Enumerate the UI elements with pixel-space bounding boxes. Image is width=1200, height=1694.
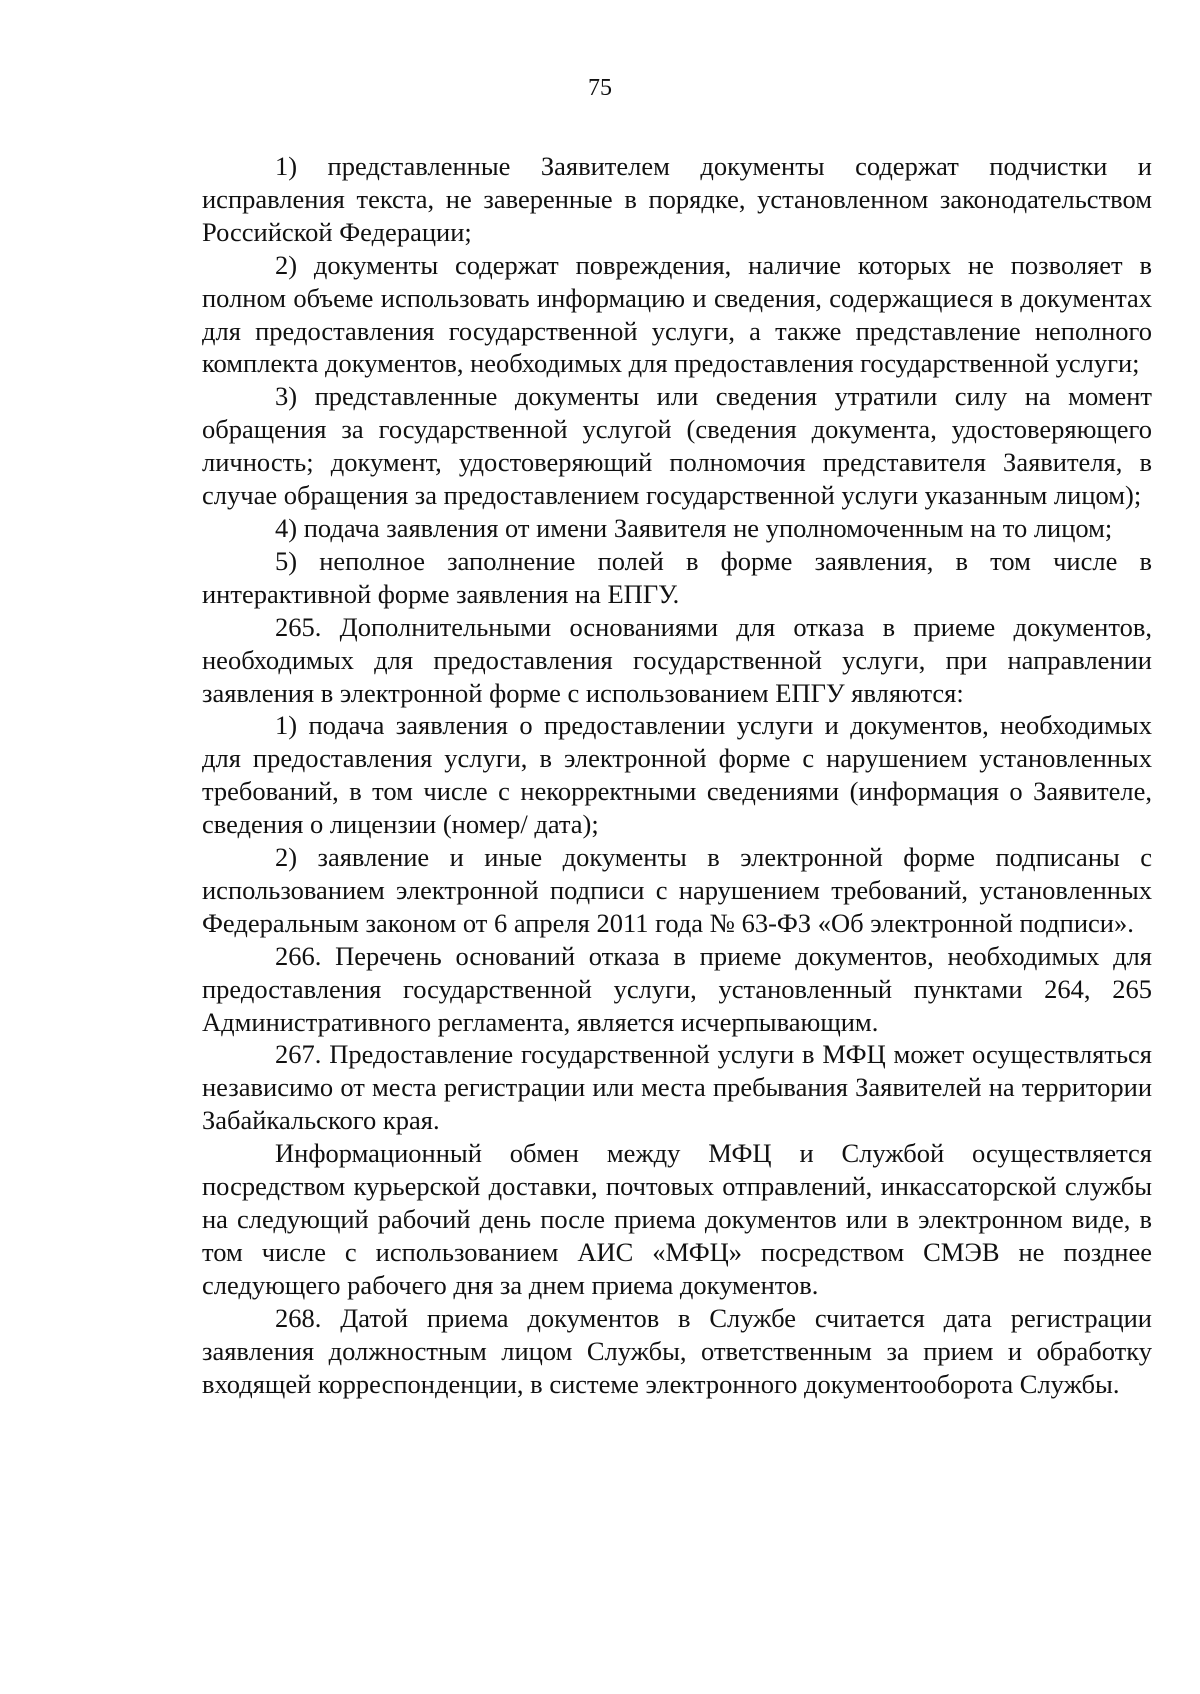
paragraph-information-exchange: Информационный обмен между МФЦ и Службой осуществляется посредством курьерской доставки, почтовых отправлений, инкассаторской службы на следующий рабочий день после приема документов или в электронном виде, в том числе с использованием АИС «МФЦ» посредством СМЭВ не позднее следующего рабочего дня за днем приема документов.	[202, 1138, 1152, 1300]
paragraph-clause-265-item-2: 2) заявление и иные документы в электронной форме подписаны с использованием электронной подписи с нарушением требований, установленных Федеральным законом от 6 апреля 2011 года № 63-ФЗ «Об электронной подписи».	[202, 842, 1152, 938]
page-number: 75	[588, 75, 612, 101]
paragraph-clause-267: 267. Предоставление государственной услуги в МФЦ может осуществляться независимо от места регистрации или места пребывания Заявителей на территории Забайкальского края.	[202, 1039, 1152, 1136]
paragraph-clause-268: 268. Датой приема документов в Службе считается дата регистрации заявления должностным лицом Службы, ответственным за прием и обработку входящей корреспонденции, в системе электронного документооборота Службы.	[202, 1302, 1152, 1399]
paragraph-clause-265: 265. Дополнительными основаниями для отказа в приеме документов, необходимых для предоставления государственной услуги, при направлении заявления в электронной форме с использованием ЕПГУ являются:	[202, 611, 1152, 708]
paragraph-item-5: 5) неполное заполнение полей в форме заявления, в том числе в интерактивной форме заявления на ЕПГУ.	[202, 545, 1152, 609]
paragraph-clause-266: 266. Перечень оснований отказа в приеме документов, необходимых для предоставления государственной услуги, установленный пунктами 264, 265 Административного регламента, является исчерпывающим.	[202, 940, 1152, 1037]
paragraph-clause-265-item-1: 1) подача заявления о предоставлении услуги и документов, необходимых для предоставления услуги, в электронной форме с нарушением установленных требований, в том числе с некорректными сведениями (информация о Заявителе, сведения о лицензии (номер/ дата);	[202, 710, 1152, 840]
paragraph-item-1: 1) представленные Заявителем документы содержат подчистки и исправления текста, не заверенные в порядке, установленном законодательством Российской Федерации;	[202, 151, 1152, 247]
paragraph-item-4: 4) подача заявления от имени Заявителя не уполномоченным на то лицом;	[275, 512, 1113, 543]
paragraph-item-3: 3) представленные документы или сведения утратили силу на момент обращения за государственной услугой (сведения документа, удостоверяющего личность; документ, удостоверяющий полномочия представителя Заявителя, в случае обращения за предоставлением государственной услуги указанным лицом);	[202, 381, 1152, 511]
paragraph-item-2: 2) документы содержат повреждения, наличие которых не позволяет в полном объеме использовать информацию и сведения, содержащиеся в документах для предоставления государственной услуги, а также представление неполного комплекта документов, необходимых для предоставления государственной услуги;	[202, 249, 1152, 379]
document-body	[202, 150, 1152, 1400]
